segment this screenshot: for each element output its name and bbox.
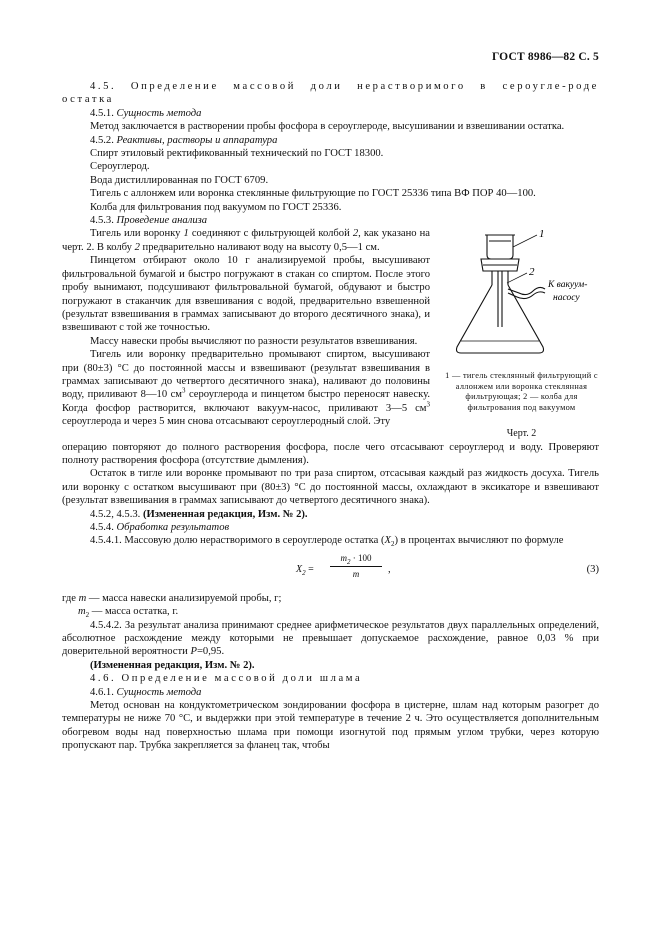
figure-label-2: 2 <box>528 266 534 279</box>
page-header: ГОСТ 8986—82 С. 5 <box>491 51 599 63</box>
filtration-apparatus-diagram <box>447 227 597 367</box>
paragraph-dissolution: Тигель или воронку предварительно промывают спиртом, высушивают при (80±3) °С до постоянной массы и взвешивают (результат взвешивания в граммах записывают до четвертого десятичного знака), наливают до половины воду, приливают 8—10 $см^3$ сероуглерода и пинцетом быстро переносят навеску. Когда фосфор растворится, включают вакуум-насос, приливают 3—5 $см^3$ сероуглерода и через 5 мин снова отсасывают сероуглеродный слой. Эту <box>62 349 431 428</box>
subsection-4-5-2: 4.5.2. Реактивы, растворы и аппаратура <box>90 134 278 146</box>
vacuum-pump-label: К вакуум- <box>547 280 587 291</box>
amendment-note-2: (Измененная редакция, Изм. № 2). <box>90 659 255 671</box>
figure-title: Черт. 2 <box>506 428 537 440</box>
paragraph-result: 4.5.4.2. За результат анализа принимают среднее арифметическое результатов двух параллельных определений, абсолютное расхождение между которыми не превышает допускаемое расхождение, равное 0,03 % при доверительной вероятности P=0,95. <box>62 619 599 658</box>
text-with-figure <box>62 227 599 440</box>
formula-fraction: $\frac{m_2 \cdot 100}{m}$ <box>330 552 382 582</box>
paragraph-assembly: Тигель или воронку 1 соединяют с фильтрующей колбой 2, как указано на черт. 2. В колбу 2 предварительно наливают воду на высоту 0,5—1 см. <box>62 228 431 253</box>
paragraph-residue: Остаток в тигле или воронке промывают по три раза спиртом, отсасывая каждый раз жидкость досуха. Тигель или воронку с остатком высушивают при (80±3) °С до постоянной массы, охлаждают в эксикаторе и взвешивают (результат взвешивания в граммах записывают до четвертого десятичного знака). <box>62 468 599 507</box>
figure-2 <box>444 227 599 440</box>
reagent-item: Вода дистиллированная по ГОСТ 6709. <box>90 174 269 186</box>
paragraph-sludge-method: Метод основан на кондуктометрическом зондировании фосфора в цистерне, шлам над которым разогрет до температуры не ниже 70 °С, и выдержки при этой температуре в течение 2 ч. Это осуществляется дополнительным обогревом воды над поверхностью шлама при помощи изогнутой под прямым углом трубки, через которую пропускают пар. Трубка закрепляется за фланец так, чтобы <box>62 700 599 752</box>
figure-caption: 1 — тигель стеклянный фильтрующий с аллонжем или воронка стеклянная фильтрующая; 2 — колба для фильтрования под вакуумом <box>445 371 598 412</box>
formula-3: $X_2$ = $\frac{m_2 \cdot 100}{m}$ , (3) <box>62 550 599 590</box>
subsection-4-5-3: 4.5.3. Проведение анализа <box>90 215 208 227</box>
section-4-6-heading: 4.6. Определение массовой доли шлама <box>90 673 363 685</box>
paragraph-calc-intro: 4.5.4.1. Массовую долю нерастворимого в сероуглероде остатка $(X_2)$ в процентах вычисляют по формуле <box>90 535 564 549</box>
section-4-5-heading: 4.5. Определение массовой доли нерастворимого в сероугле-роде остатка <box>62 81 599 106</box>
paragraph-dissolution-cont: операцию повторяют до полного растворения фосфора, после чего отсасывают сероуглерод и воду. Проверяют полноту растворения фосфора (отсутствие дымления). <box>62 441 599 466</box>
reagent-item: Тигель с аллонжем или воронка стеклянные фильтрующие по ГОСТ 25336 типа ВФ ПОР 40—100. <box>90 188 536 200</box>
paragraph-mass-calc: Массу навески пробы вычисляют по разности результатов взвешивания. <box>90 335 418 347</box>
subsection-4-5-4: 4.5.4. Обработка результатов <box>90 521 230 533</box>
reagent-item: Колба для фильтрования под вакуумом по ГОСТ 25336. <box>90 201 342 213</box>
paragraph-method-essence: Метод заключается в растворении пробы фосфора в сероуглероде, высушивании и взвешивании остатка. <box>90 121 565 133</box>
document-body <box>62 80 599 753</box>
reagent-item: Спирт этиловый ректификованный технический по ГОСТ 18300. <box>90 148 384 160</box>
analysis-text-column <box>62 227 430 428</box>
paragraph-sampling: Пинцетом отбирают около 10 г анализируемой пробы, высушивают фильтровальной бумагой и быстро погружают в стакан со спиртом. После этого пробу вынимают, подсушивают фильтровальной бумагой, обдувают и быстро погружают в стаканчик для взвешивания с водой, предварительно взвешенной (результат взвешивания в граммах записывают до второго десятичного знака), и взвешивают с той же точностью. <box>62 255 430 334</box>
where-line-1: где m — масса навески анализируемой пробы, г; <box>62 592 282 604</box>
formula-number: (3) <box>586 563 599 575</box>
subsection-4-6-1: 4.6.1. Сущность метода <box>90 686 202 698</box>
subsection-4-5-1: 4.5.1. Сущность метода <box>90 107 202 119</box>
formula-lhs: $X_2$ = <box>296 563 314 577</box>
vacuum-pump-label-2: насосу <box>552 293 580 304</box>
amendment-note: 4.5.2, 4.5.3. (Измененная редакция, Изм. № 2). <box>90 508 308 520</box>
reagent-item: Сероуглерод. <box>90 161 150 173</box>
where-line-2: $m_2$ — масса остатка, г. <box>78 606 179 620</box>
figure-label-1: 1 <box>538 228 544 241</box>
